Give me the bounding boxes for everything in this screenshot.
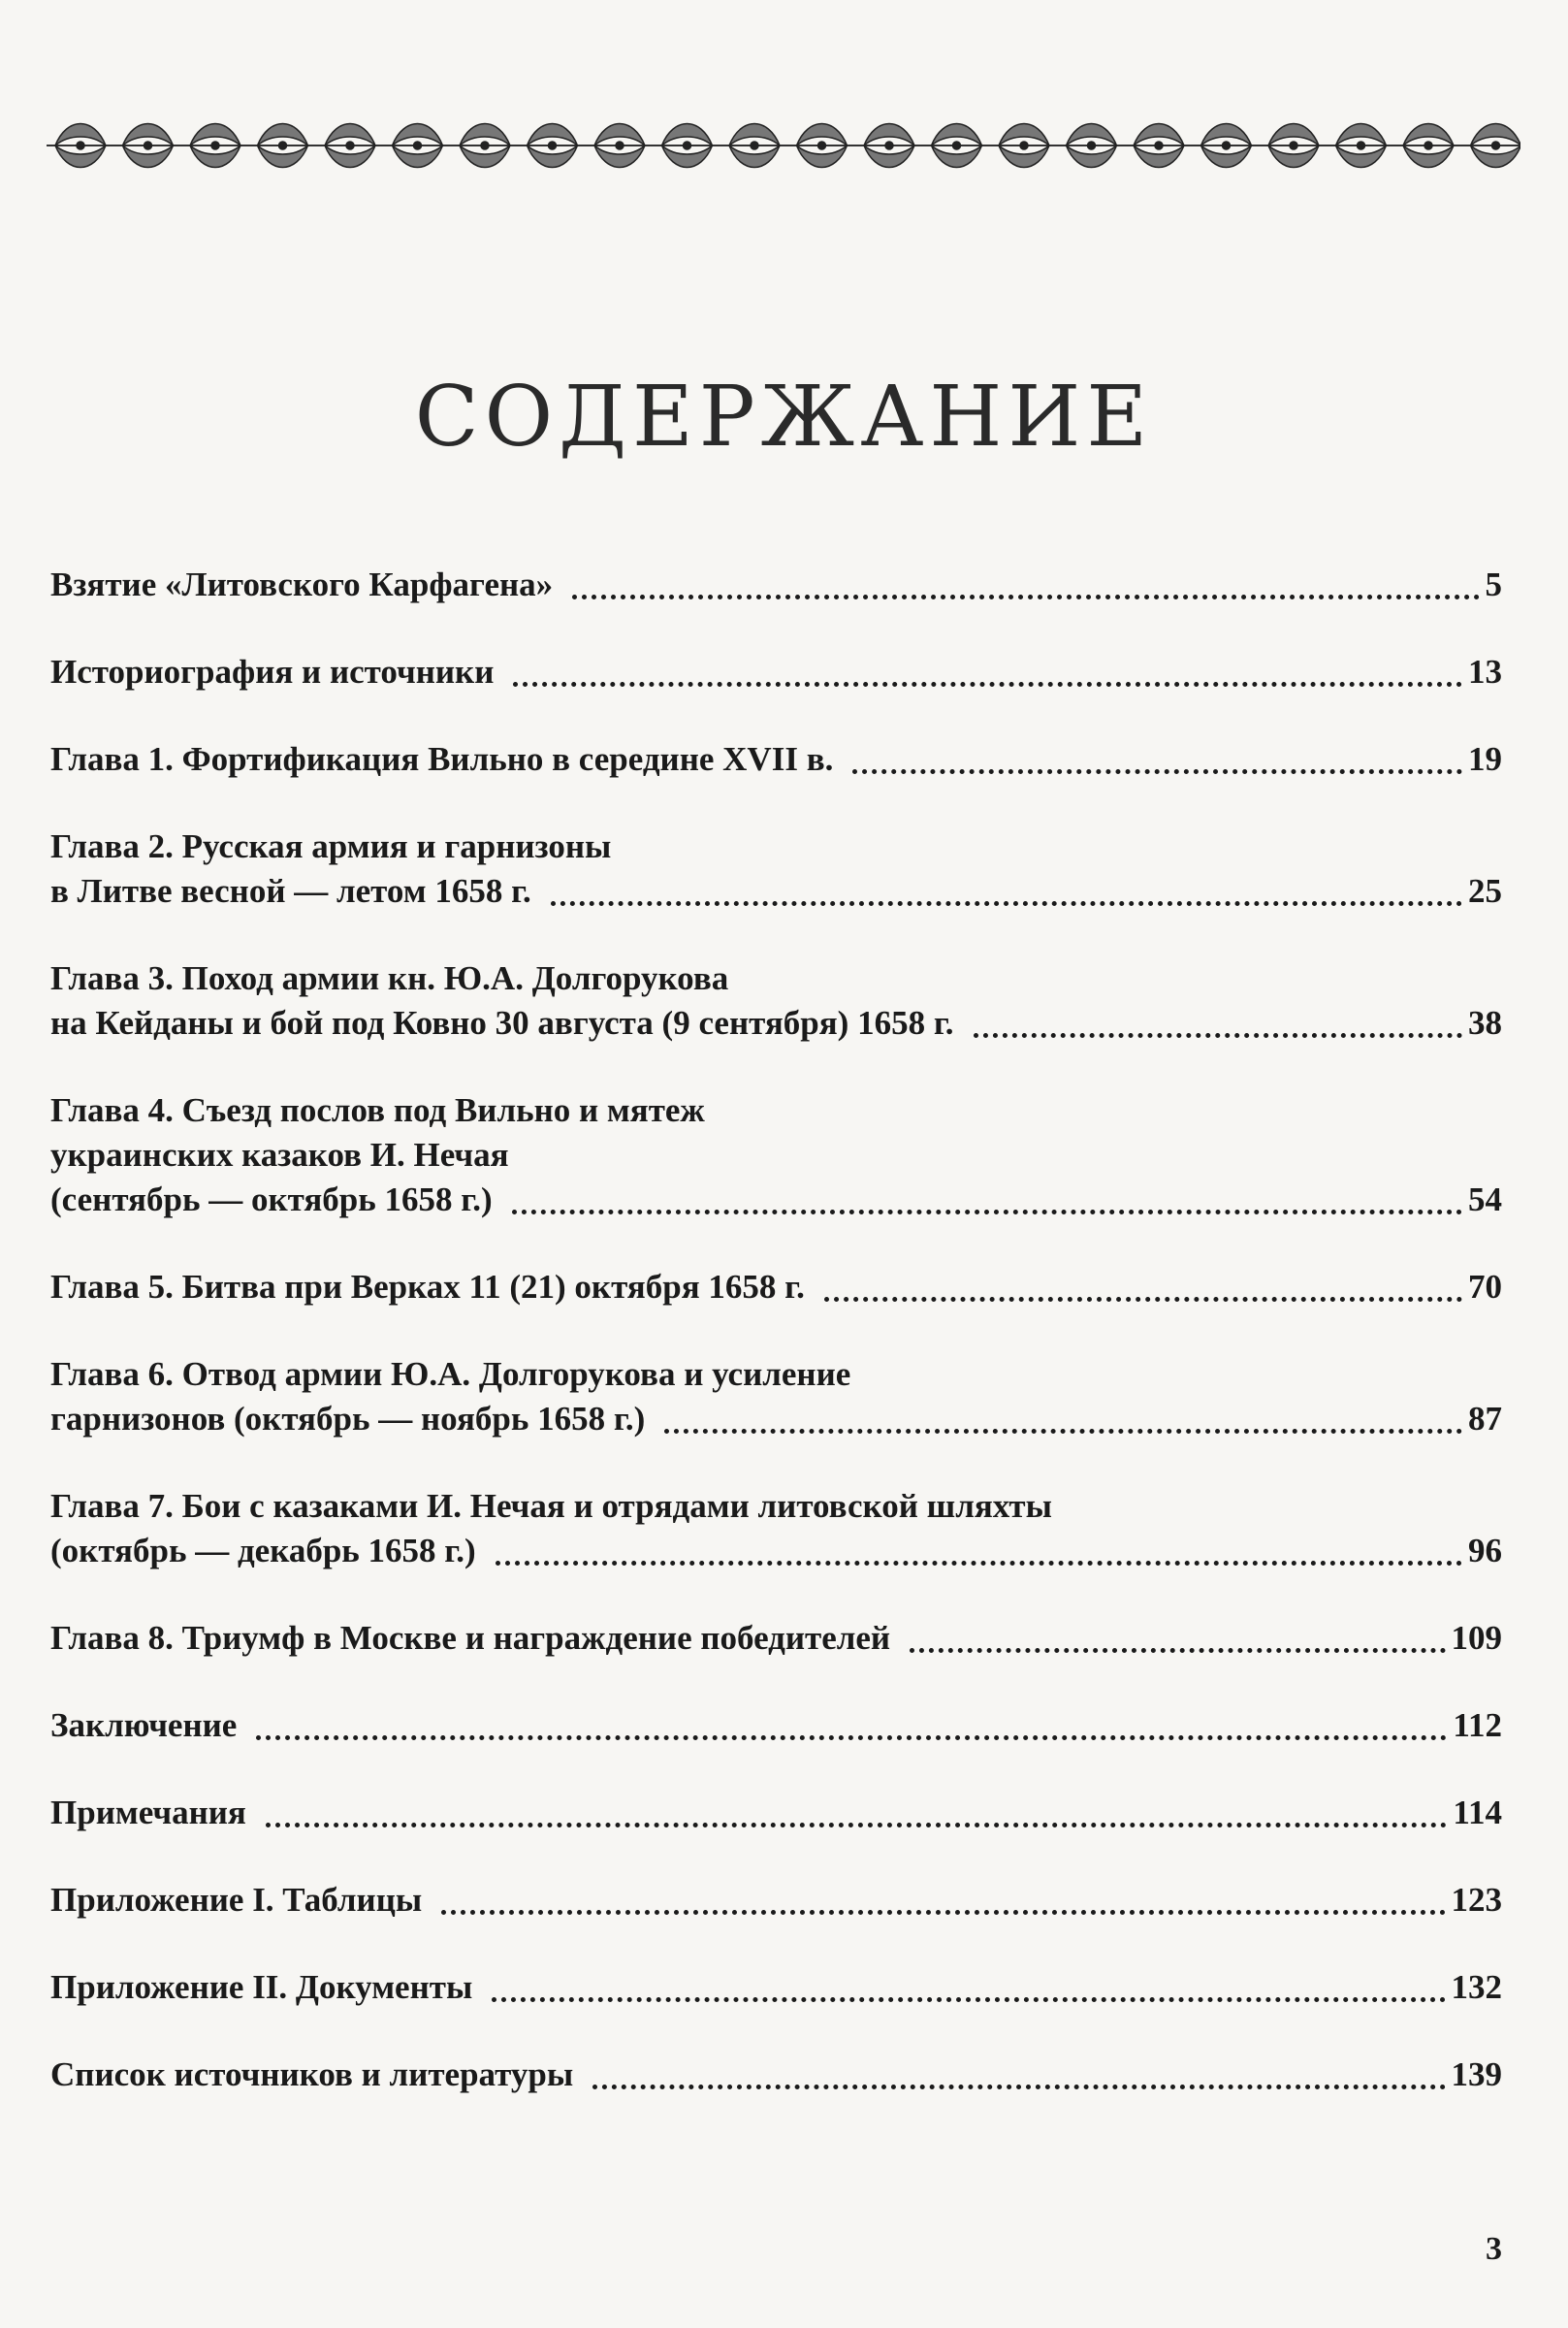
dot-leader	[910, 1647, 1445, 1653]
dot-leader	[266, 1822, 1448, 1827]
toc-entry-text: на Кейданы и бой под Ковно 30 августа (9 сентября) 1658 г.	[50, 1004, 954, 1042]
dot-leader	[664, 1428, 1462, 1434]
toc-entry	[50, 1088, 1502, 1222]
toc-entry-text: Заключение	[50, 1706, 238, 1744]
toc-page-number: 19	[1468, 740, 1502, 778]
ornament-bead	[77, 142, 84, 149]
toc-entry-text: в Литве весной — летом 1658 г.	[50, 872, 531, 910]
toc-entry-text: Взятие «Литовского Карфагена»	[50, 566, 554, 603]
toc-page-number: 123	[1451, 1881, 1502, 1919]
toc-entry-text: Глава 8. Триумф в Москве и награждение победителей	[50, 1619, 891, 1657]
toc-entry-row	[50, 1265, 1502, 1310]
toc-entry-text: гарнизонов (октябрь — ноябрь 1658 г.)	[50, 1400, 646, 1438]
toc-entry-text: Глава 2. Русская армия и гарнизоны	[50, 827, 612, 865]
toc-entry-row	[50, 1001, 1502, 1046]
toc-page-number: 114	[1453, 1794, 1502, 1831]
toc-entry-text: Глава 4. Съезд послов под Вильно и мятеж	[50, 1091, 705, 1129]
toc-page-number: 109	[1451, 1619, 1502, 1657]
toc-entry-row	[50, 1703, 1502, 1748]
toc-entry-text: (сентябрь — октябрь 1658 г.)	[50, 1180, 493, 1218]
toc-entry-text: Глава 3. Поход армии кн. Ю.А. Долгорукова	[50, 959, 729, 997]
toc-entry-text: Глава 5. Битва при Верках 11 (21) октября 1658 г.	[50, 1268, 805, 1306]
ornament-bead	[1020, 142, 1028, 149]
dot-leader	[572, 594, 1479, 599]
toc-page-number: 139	[1451, 2055, 1502, 2093]
toc-entry	[50, 1703, 1502, 1748]
toc-entry	[50, 1265, 1502, 1310]
toc-entry-text: Приложение I. Таблицы	[50, 1881, 423, 1919]
toc-entry-row	[50, 1178, 1502, 1222]
toc-entry	[50, 956, 1502, 1046]
toc-entry	[50, 1616, 1502, 1661]
dot-leader	[592, 2084, 1445, 2089]
toc-page-number: 96	[1468, 1532, 1502, 1569]
ornament-bead	[1424, 142, 1432, 149]
dot-leader	[852, 768, 1462, 774]
toc-entry-row	[50, 1397, 1502, 1441]
dot-leader	[513, 681, 1462, 687]
toc-entry	[50, 1484, 1502, 1573]
ornament-bead	[414, 142, 422, 149]
ornament-bead	[144, 142, 152, 149]
ornament-bead	[1358, 142, 1365, 149]
toc-entry-row	[50, 2053, 1502, 2097]
toc-entry	[50, 1791, 1502, 1835]
toc-entry	[50, 737, 1502, 782]
ornament-bead	[279, 142, 287, 149]
table-of-contents	[50, 563, 1502, 2140]
ornament-bead	[1223, 142, 1231, 149]
toc-entry-text: Глава 1. Фортификация Вильно в середине XVII в.	[50, 740, 834, 778]
page-title: СОДЕРЖАНИЕ	[414, 369, 1154, 466]
toc-entry-text: Примечания	[50, 1794, 246, 1831]
toc-entry	[50, 1965, 1502, 2010]
toc-entry-row	[50, 650, 1502, 695]
ornament-bead	[481, 142, 489, 149]
toc-entry-text: Глава 6. Отвод армии Ю.А. Долгорукова и усиление	[50, 1355, 851, 1393]
toc-page-number: 70	[1468, 1268, 1502, 1306]
toc-page-number: 54	[1468, 1180, 1502, 1218]
toc-page-number: 112	[1453, 1706, 1502, 1744]
toc-entry	[50, 1352, 1502, 1441]
toc-entry-text: (октябрь — декабрь 1658 г.)	[50, 1532, 476, 1569]
toc-entry	[50, 650, 1502, 695]
toc-entry-text: Глава 7. Бои с казаками И. Нечая и отрядами литовской шляхты	[50, 1487, 1052, 1525]
ornament-bead	[885, 142, 893, 149]
ornament-bead	[818, 142, 826, 149]
toc-entry	[50, 1878, 1502, 1923]
toc-entry-text: Историография и источники	[50, 653, 495, 691]
toc-entry-row	[50, 1965, 1502, 2010]
toc-entry-row	[50, 1791, 1502, 1835]
toc-entry-row	[50, 1616, 1502, 1661]
dot-leader	[441, 1909, 1445, 1915]
ornament-bead	[684, 142, 691, 149]
ornament-bead	[1492, 142, 1500, 149]
ornament-bead	[1088, 142, 1096, 149]
ornament-bead	[751, 142, 758, 149]
toc-page-number: 38	[1468, 1004, 1502, 1042]
ornament-bead	[616, 142, 624, 149]
toc-entry	[50, 824, 1502, 914]
toc-entry-row	[50, 563, 1502, 607]
dot-leader	[974, 1032, 1462, 1038]
ornament-bead	[549, 142, 557, 149]
ornament-bead	[1155, 142, 1163, 149]
toc-entry-row	[50, 1878, 1502, 1923]
toc-entry	[50, 2053, 1502, 2097]
dot-leader	[256, 1734, 1447, 1740]
toc-page-number: 5	[1485, 566, 1502, 603]
toc-entry-text: Приложение II. Документы	[50, 1968, 473, 2006]
ornament-bead	[346, 142, 354, 149]
toc-page-number: 25	[1468, 872, 1502, 910]
toc-entry	[50, 563, 1502, 607]
dot-leader	[496, 1560, 1462, 1566]
dot-leader	[551, 900, 1462, 906]
ornament-bead	[211, 142, 219, 149]
toc-entry-text: Список источников и литературы	[50, 2055, 574, 2093]
ornament-bead	[953, 142, 961, 149]
toc-entry-row	[50, 869, 1502, 914]
toc-entry-row	[50, 737, 1502, 782]
ornament-bead	[1290, 142, 1297, 149]
toc-page-number: 87	[1468, 1400, 1502, 1438]
toc-entry-row	[50, 1529, 1502, 1573]
page-number: 3	[1486, 2231, 1502, 2267]
toc-page-number: 132	[1451, 1968, 1502, 2006]
dot-leader	[492, 1996, 1445, 2002]
decorative-ornament-border	[47, 113, 1520, 178]
toc-page-number: 13	[1468, 653, 1502, 691]
dot-leader	[512, 1209, 1462, 1214]
toc-entry-text: украинских казаков И. Нечая	[50, 1136, 509, 1174]
dot-leader	[824, 1296, 1462, 1302]
